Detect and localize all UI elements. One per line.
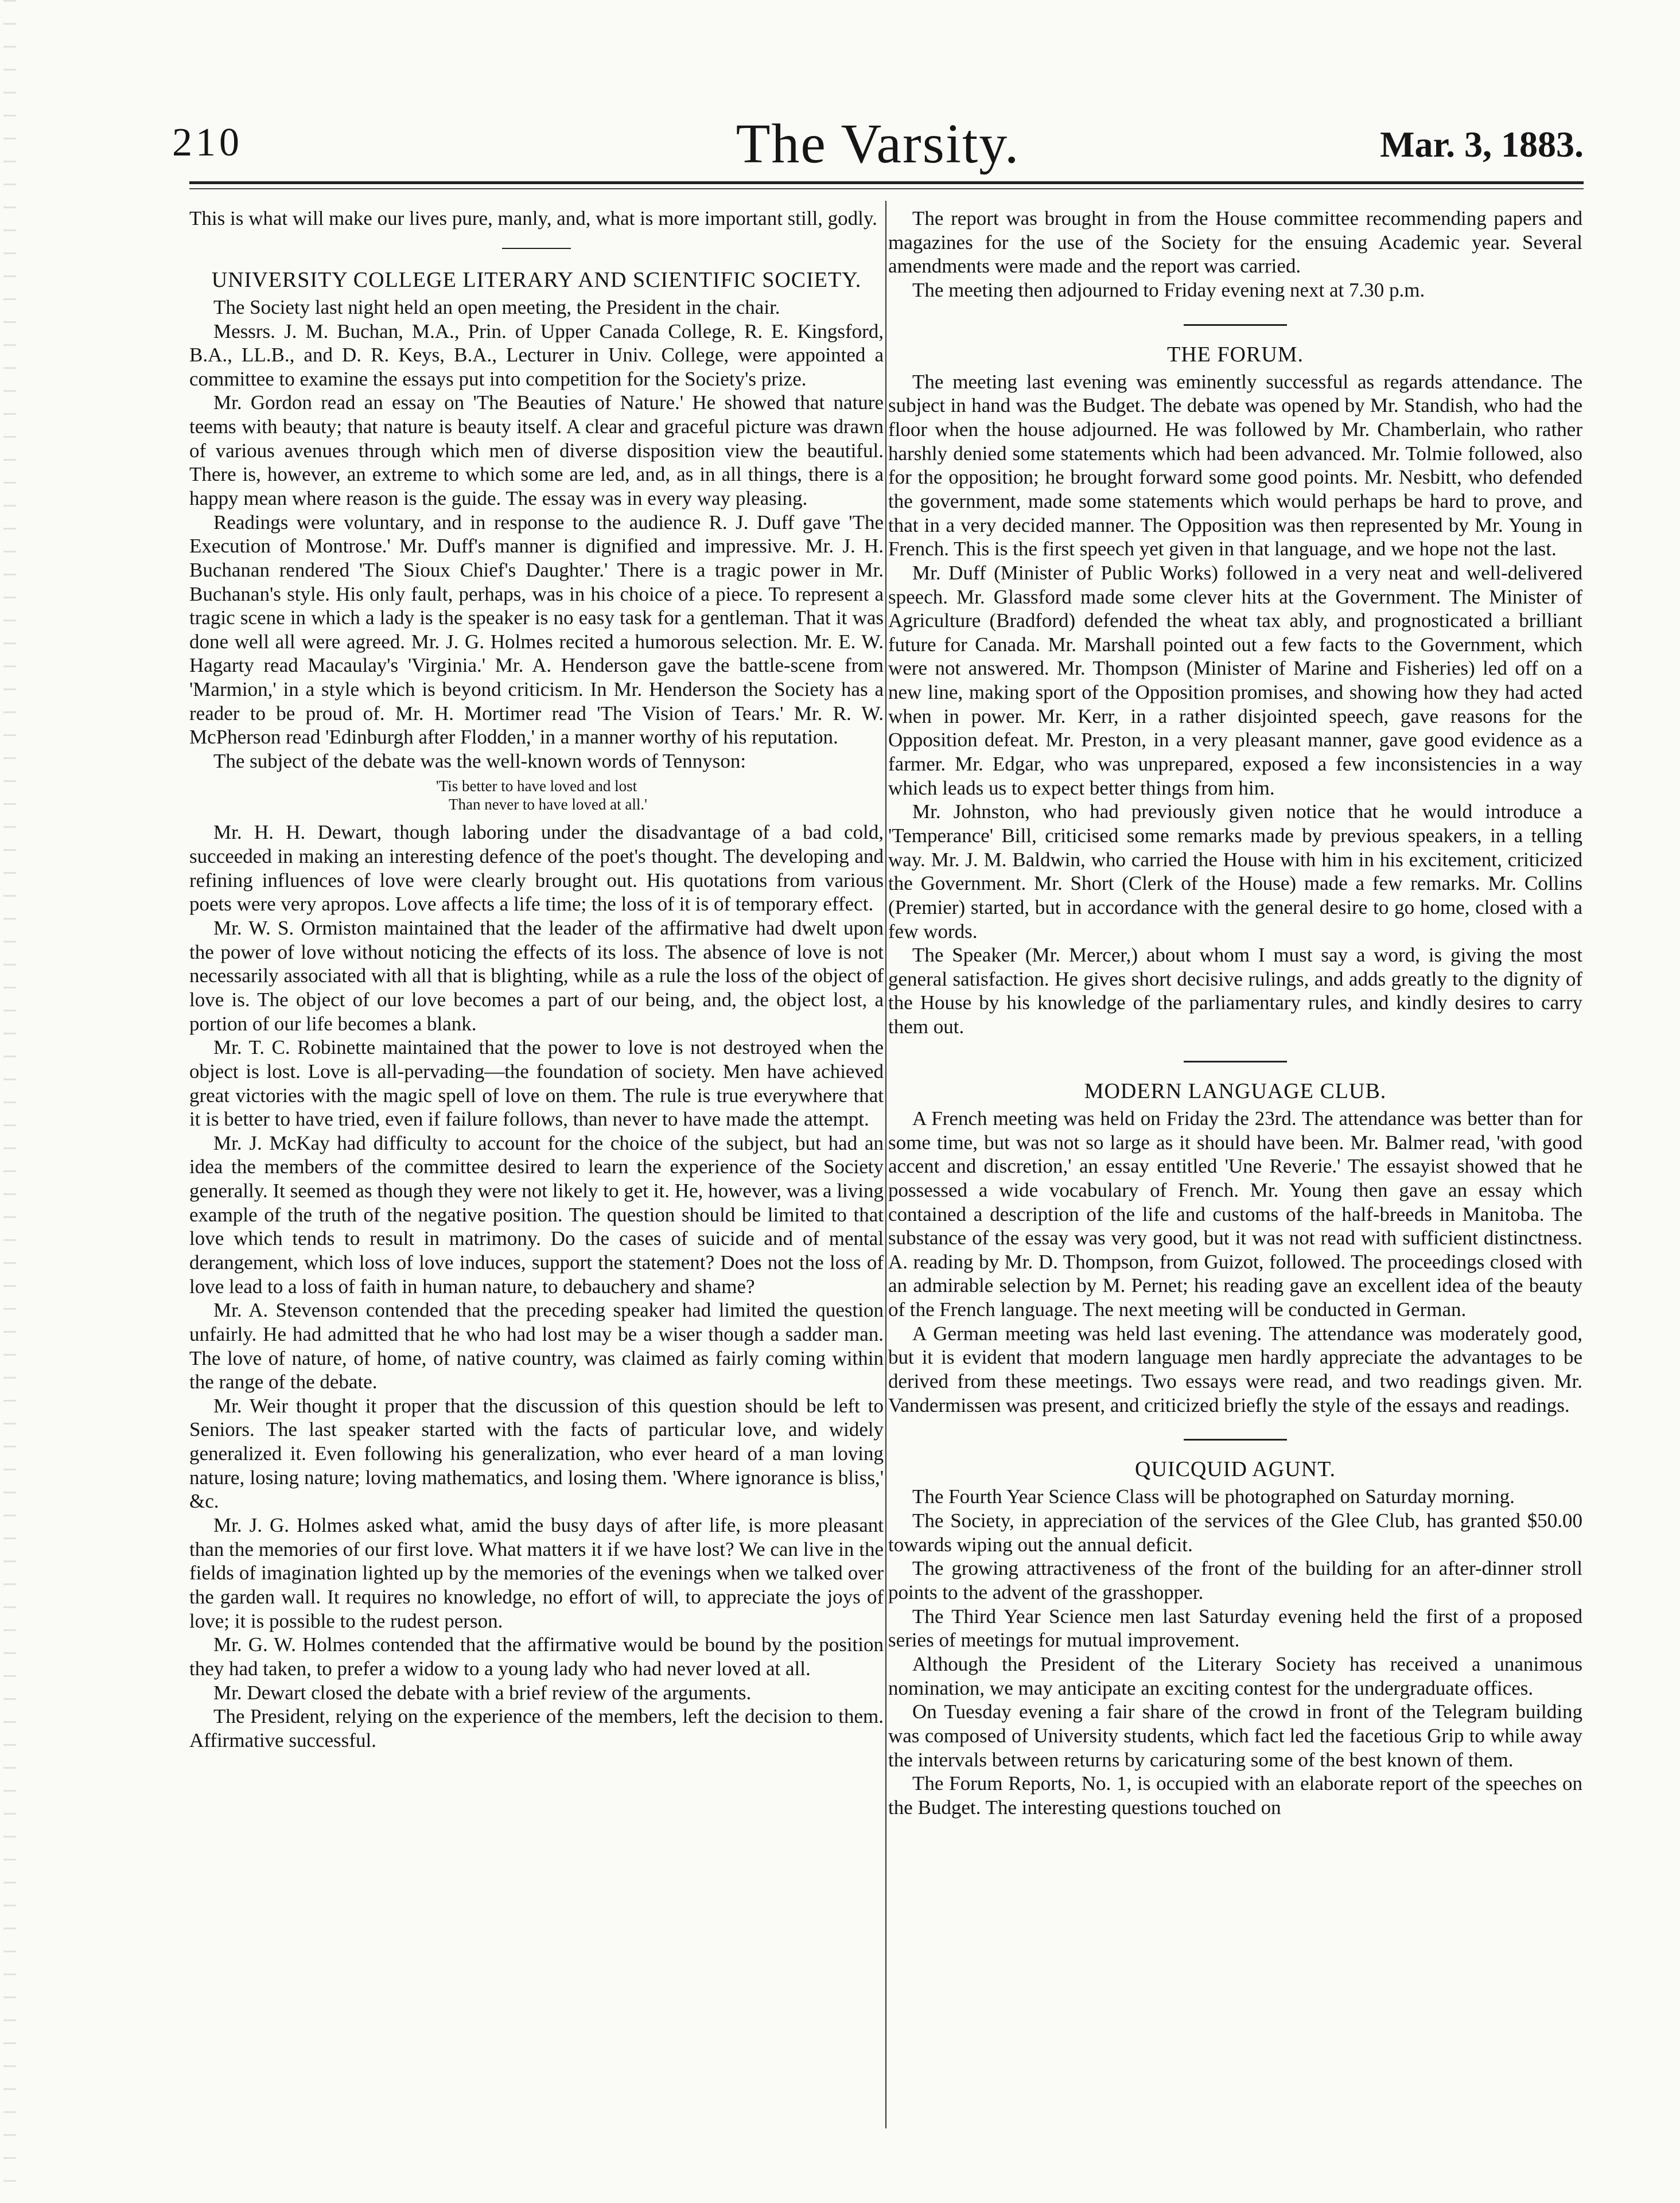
tennyson-quote: [189, 777, 884, 814]
forum-heading: THE FORUM.: [1166, 342, 1304, 367]
column-divider: [885, 201, 886, 2128]
section-separator: [1184, 1061, 1287, 1062]
section-separator: [1184, 1439, 1287, 1441]
article-paragraph: Although the President of the Literary Society has received a unanimous nomination, we may anticipate an exciting contest for the undergraduate offices.: [888, 1652, 1582, 1699]
article-paragraph: Messrs. J. M. Buchan, M.A., Prin. of Upper Canada College, R. E. Kingsford, B.A., LL.B., and D. R. Keys, B.A., Lecturer in Univ. College, were appointed a committee to examine the essays put into competition for the Society's prize.: [189, 320, 884, 390]
article-paragraph: Mr. W. S. Ormiston maintained that the leader of the affirmative had dwelt upon the power of love without noticing the effects of its loss. The absence of love is not necessarily associated with all that is blighting, while as a rule the loss of the object of love is. The object of our love becomes a part of our being, and, the object lost, a portion of our life becomes a blank.: [189, 917, 884, 1035]
header-rule: [189, 181, 1584, 184]
right-column: [888, 207, 1582, 1819]
left-column: [189, 207, 884, 1752]
quote-line: Than never to have loved at all.': [449, 796, 647, 814]
article-paragraph: Mr. Gordon read an essay on 'The Beauties of Nature.' He showed that nature teems with beauty; that nature is beauty itself. A clear and graceful picture was drawn of various avenues through which men of diverse disposition view the beautiful. There is, however, an extreme to which some are led, and, as in all things, there is a happy mean where reason is the guide. The essay was in every way pleasing.: [189, 391, 884, 509]
section-separator: [502, 248, 571, 249]
page-number: 210: [172, 120, 243, 165]
article-paragraph: The subject of the debate was the well-known words of Tennyson:: [213, 750, 746, 773]
modern-language-club-heading: MODERN LANGUAGE CLUB.: [1084, 1079, 1387, 1103]
article-paragraph: Mr. J. G. Holmes asked what, amid the busy days of after life, is more pleasant than the memories of our first love. What matters it if we have lost? We can live in the fields of imagination lighted up by the memories of the evenings when we talked over the garden wall. It requires no knowledge, no effort of will, to appreciate the joys of love; it is possible to the rudest person.: [189, 1514, 884, 1632]
article-paragraph: The Fourth Year Science Class will be photographed on Saturday morning.: [912, 1485, 1515, 1508]
article-paragraph: The meeting last evening was eminently successful as regards attendance. The subject in hand was the Budget. The debate was opened by Mr. Standish, who had the floor when the house adjourned. He was followed by Mr. Chamberlain, who rather harshly denied some statements which had been advanced. Mr. Tolmie followed, also for the opposition; he brought forward some good points. Mr. Nesbitt, who defended the government, made some statements which would perhaps be hard to prove, and that in a very decided manner. The Opposition was then represented by Mr. Young in French. This is the first speech yet given in that language, and we hope not the last.: [888, 370, 1582, 561]
article-paragraph: Mr. Weir thought it proper that the discussion of this question should be left to Seniors. The last speaker started with the facts of particular love, and widely generalized it. Even following his generalization, who ever heard of a man loving nature, losing nature; loving mathematics, and losing them. 'Where ignorance is bliss,' &c.: [189, 1394, 884, 1513]
article-paragraph: Readings were voluntary, and in response to the audience R. J. Duff gave 'The Execution of Montrose.' Mr. Duff's manner is dignified and impressive. Mr. J. H. Buchanan rendered 'The Sioux Chief's Daughter.' There is a tragic power in Mr. Buchanan's style. His only fault, perhaps, was in his choice of a piece. To represent a tragic scene in which a lady is the speaker is no easy task for a gentleman. That it was done well all were agreed. Mr. J. G. Holmes recited a humorous selection. Mr. E. W. Hagarty read Macaulay's 'Virginia.' Mr. A. Henderson gave the battle-scene from 'Marmion,' in a style which is beyond criticism. In Mr. Henderson the Society has a reader to be proud of. Mr. H. Mortimer read 'The Vision of Tears.' Mr. R. W. McPherson read 'Edinburgh after Flodden,' in a manner worthy of his reputation.: [189, 511, 884, 749]
article-paragraph: Mr. T. C. Robinette maintained that the power to love is not destroyed when the object is lost. Love is all-pervading—the foundation of society. Men have achieved great victories with the magic spell of love on them. The rule is true everywhere that it is better to have tried, even if failure follows, than never to have made the attempt.: [189, 1036, 884, 1131]
article-paragraph: Mr. G. W. Holmes contended that the affirmative would be bound by the position they had taken, to prefer a widow to a young lady who had never loved at all.: [189, 1633, 884, 1680]
article-paragraph: The Speaker (Mr. Mercer,) about whom I must say a word, is giving the most general satisfaction. He gives short decisive rulings, and adds greatly to the dignity of the House by his knowledge of the parliamentary rules, and kindly desires to carry them out.: [888, 944, 1582, 1038]
binding-edge: [3, 0, 16, 2203]
left-intro-text: This is what will make our lives pure, manly, and, what is more important still, godly.: [189, 207, 877, 229]
article-paragraph: The Society last night held an open meeting, the President in the chair.: [213, 295, 780, 318]
masthead: The Varsity.: [736, 113, 1020, 175]
article-paragraph: The President, relying on the experience of the members, left the decision to them. Affirmative successful.: [189, 1705, 884, 1751]
article-paragraph: Mr. Dewart closed the debate with a brief review of the arguments.: [213, 1681, 752, 1704]
page-header: [172, 112, 1584, 175]
article-paragraph: A French meeting was held on Friday the 23rd. The attendance was better than for some time, but was not so large as it should have been. Mr. Balmer read, 'with good accent and discretion,' an essay entitled 'Une Reverie.' The essayist showed that he possessed a wide vocabulary of French. Mr. Young then gave an essay which contained a description of the life and customs of the half-breeds in Manitoba. The substance of the essay was very good, but it was not read with sufficient distinctness. A. reading by Mr. D. Thompson, from Guizot, followed. The proceedings closed with an admirable selection by M. Pernet; his reading gave an excellent idea of the beauty of the French language. The next meeting will be conducted in German.: [888, 1107, 1582, 1321]
article-paragraph: A German meeting was held last evening. The attendance was moderately good, but it is evident that modern language men hardly appreciate the advantages to be derived from these meetings. Two essays were read, and two readings given. Mr. Vandermissen was present, and criticized briefly the style of the essays and readings.: [888, 1322, 1582, 1416]
quote-line: 'Tis better to have loved and lost: [435, 777, 637, 795]
issue-date: Mar. 3, 1883.: [1380, 124, 1584, 165]
article-paragraph: Mr. Johnston, who had previously given notice that he would introduce a 'Temperance' Bill, criticised some remarks made by previous speakers, in a telling way. Mr. J. M. Baldwin, who carried the House with him in his excitement, criticized the Government. Mr. Short (Clerk of the House) made a few remarks. Mr. Collins (Premier) started, but in accordance with the general desire to go home, closed with a few words.: [888, 800, 1582, 943]
article-paragraph: The meeting then adjourned to Friday evening next at 7.30 p.m.: [912, 278, 1425, 301]
article-paragraph: The Society, in appreciation of the services of the Glee Club, has granted $50.00 towards wiping out the annual deficit.: [888, 1509, 1582, 1556]
section-separator: [1184, 324, 1287, 326]
article-paragraph: The growing attractiveness of the front of the building for an after-dinner stroll points to the advent of the grasshopper.: [888, 1557, 1582, 1604]
article-paragraph: Mr. A. Stevenson contended that the preceding speaker had limited the question unfairly. He had admitted that he who had lost may be a wiser though a sadder man. The love of nature, of home, of native country, was claimed as fairly coming within the range of the debate.: [189, 1299, 884, 1394]
article-paragraph: The report was brought in from the House committee recommending papers and magazines for the use of the Society for the ensuing Academic year. Several amendments were made and the report was carried.: [888, 207, 1582, 278]
header-rule-thin: [189, 188, 1584, 189]
article-paragraph: On Tuesday evening a fair share of the crowd in front of the Telegram building was composed of University students, which fact led the facetious Grip to while away the intervals between returns by caricaturing some of the best known of them.: [888, 1700, 1582, 1771]
article-paragraph: Mr. J. McKay had difficulty to account for the choice of the subject, but had an idea the members of the committee desired to learn the experience of the Society generally. It seemed as though they were not likely to get it. He, however, was a living example of the truth of the negative position. The question should be limited to that love which tends to result in matrimony. Do the cases of suicide and of mental derangement, which loss of love induces, support the statement? Does not the loss of love lead to a loss of faith in human nature, to debauchery and shame?: [189, 1131, 884, 1298]
literary-society-heading: UNIVERSITY COLLEGE LITERARY AND SCIENTIFIC SOCIETY.: [211, 267, 862, 292]
article-paragraph: The Third Year Science men last Saturday evening held the first of a proposed series of meetings for mutual improvement.: [888, 1605, 1582, 1652]
article-paragraph: Mr. H. H. Dewart, though laboring under the disadvantage of a bad cold, succeeded in making an interesting defence of the poet's thought. The developing and refining influences of love were clearly brought out. His quotations from various poets were very apropos. Love affects a life time; the loss of it is of temporary effect.: [189, 821, 884, 916]
article-paragraph: Mr. Duff (Minister of Public Works) followed in a very neat and well-delivered speech. Mr. Glassford made some clever hits at the Government. The Minister of Agriculture (Bradford) defended the wheat tax ably, and prognosticated a brilliant future for Canada. Mr. Marshall pointed out a few facts to the Government, which were not answered. Mr. Thompson (Minister of Marine and Fisheries) led off on a new line, making sport of the Opposition promises, and showing how they had acted when in power. Mr. Kerr, in a rather disjointed speech, gave reasons for the Opposition defeat. Mr. Preston, in a very pleasant manner, gave good evidence as a farmer. Mr. Edgar, who was unprepared, exposed a few inconsistencies in a way which leads us to expect better things from him.: [888, 561, 1582, 799]
quicquid-agunt-heading: QUICQUID AGUNT.: [1135, 1457, 1336, 1482]
article-paragraph: The Forum Reports, No. 1, is occupied with an elaborate report of the speeches on the Budget. The interesting questions touched on: [888, 1772, 1582, 1819]
